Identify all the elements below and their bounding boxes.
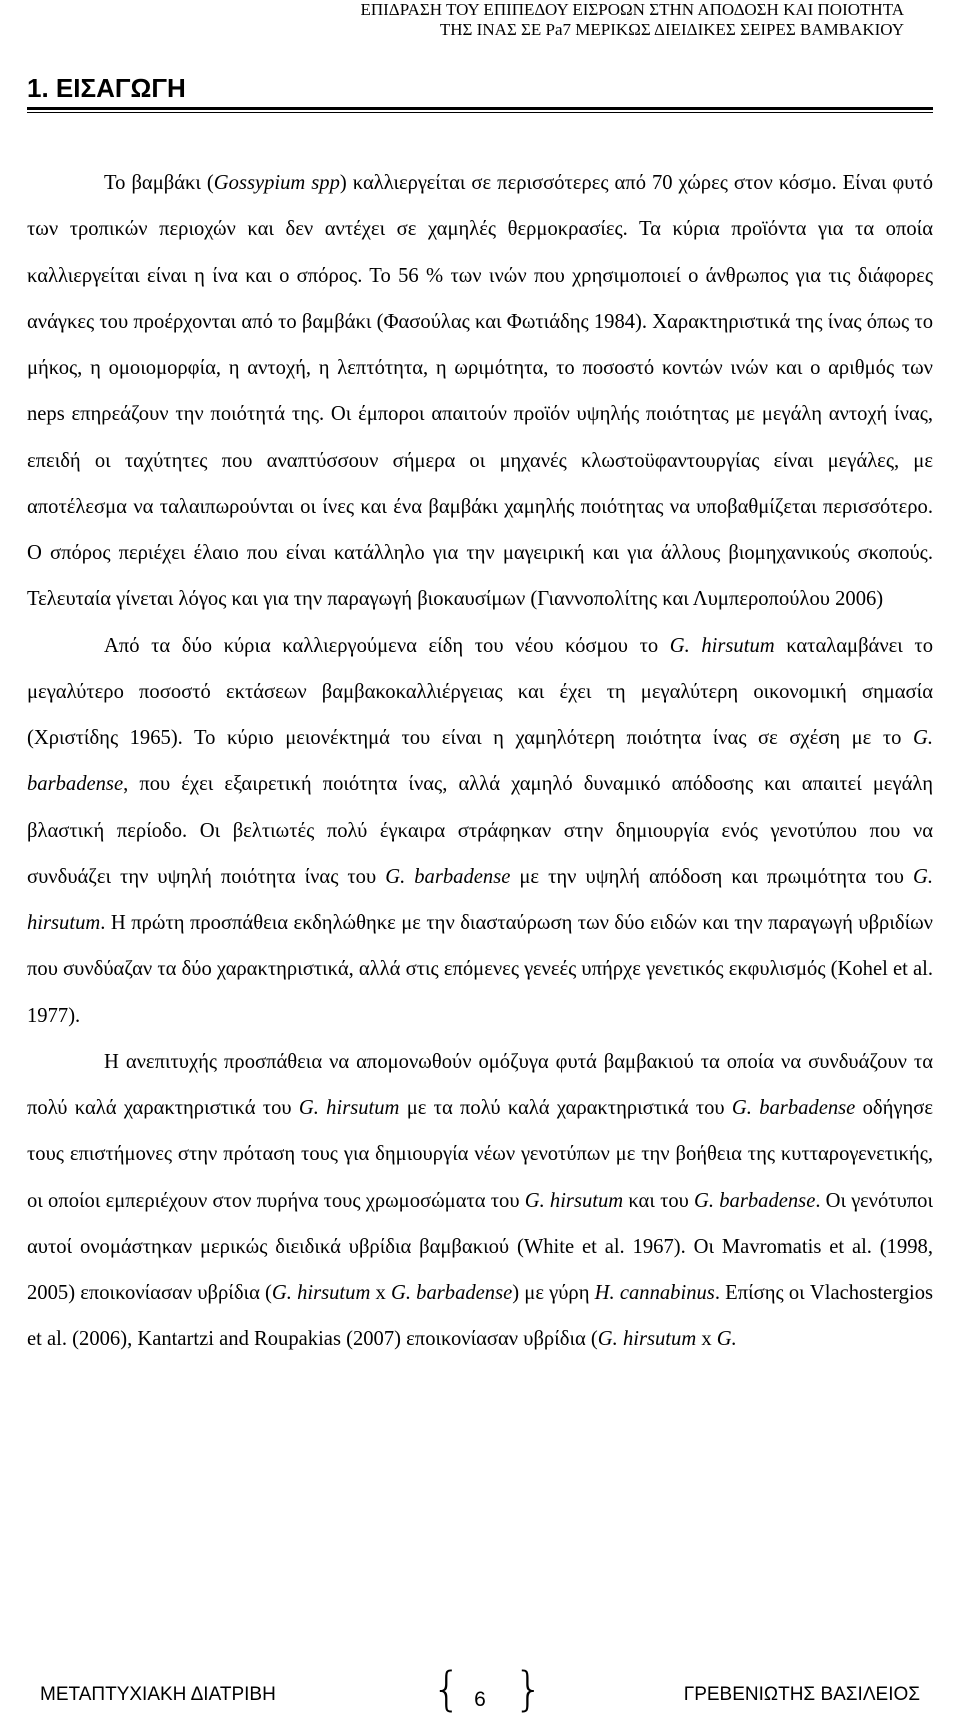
species-name: G. hirsutum xyxy=(271,1282,371,1304)
text-run: . Οι γενότυποι αυτοί ονομάστηκαν μερικώς διειδικά υβρίδια βαμβακιού (White et al. 1967). Οι Mavromatis et al. (1998, 2005) εποικονίασαν υβρίδια ( xyxy=(27,1189,933,1304)
left-brace-ornament: { xyxy=(432,1662,462,1716)
paragraph-3 xyxy=(27,1039,933,1363)
species-name: G. barbadense xyxy=(27,727,933,796)
footer-thesis-label: ΜΕΤΑΠΤΥΧΙΑΚΗ ΔΙΑΤΡΙΒΗ xyxy=(40,1684,276,1705)
text-run: Από τα δύο κύρια καλλιεργούμενα είδη του νέου κόσμου το xyxy=(104,634,670,657)
species-name: G. barbadense xyxy=(385,865,511,888)
species-name: G. hirsutum xyxy=(524,1189,624,1212)
species-name: G. barbadense xyxy=(694,1189,816,1212)
text-run: με τα πολύ καλά χαρακτηριστικά του xyxy=(399,1097,732,1119)
text-run: με την υψηλή απόδοση και πρωιμότητα του xyxy=(510,865,913,888)
text-run: , που έχει εξαιρετική ποιότητα ίνας, αλλά χαμηλό δυναμικό απόδοσης και απαιτεί μεγάλη βλαστική περίοδο. Οι βελτιωτές πολύ έγκαιρα στράφηκαν στην δημιουργία ενός γενοτύπου που να συνδυάζει την υψηλή ποιότητα ίνας του xyxy=(27,773,933,888)
text-run: οδήγησε τους επιστήμονες στην πρόταση τους για δημιουργία νέων γενοτύπων με την βοήθεια της κυτταρογενετικής, οι οποίοι εμπεριέχουν στον πυρήνα τους χρωμοσώματα του xyxy=(27,1097,933,1212)
text-run: καταλαμβάνει το μεγαλύτερο ποσοστό εκτάσεων βαμβακοκαλλιέργειας και έχει τη μεγαλύτερη οικονομική σημασία (Χριστίδης 1965). Το κύριο μειονέκτημά του είναι η χαμηλότερη ποιότητα ίνας σε σχέση με το xyxy=(27,634,933,749)
body-text xyxy=(27,160,933,1363)
header-rule-thin xyxy=(27,112,933,113)
species-name: G. hirsutum xyxy=(27,865,933,934)
species-name: G. hirsutum xyxy=(597,1328,697,1351)
species-name: Gossypium spp xyxy=(213,172,340,194)
header-rule-thick xyxy=(27,107,933,110)
text-run: ) με γύρη xyxy=(512,1282,595,1304)
text-run: x xyxy=(696,1328,717,1351)
running-header-line-2: ΤΗΣ ΙΝΑΣ ΣΕ Pa7 ΜΕΡΙΚΩΣ ΔΙΕΙΔΙΚΕΣ ΣΕΙΡΕΣ ΒΑΜΒΑΚΙΟΥ xyxy=(439,20,904,39)
species-name: G. hirsutum xyxy=(669,634,775,657)
text-run: x xyxy=(370,1282,391,1304)
paragraph-1 xyxy=(27,160,933,623)
text-run: Η ανεπιτυχής προσπάθεια να απομονωθούν ομόζυγα φυτά βαμβακιού τα οποία να συνδυάζουν τα πολύ καλά χαρακτηριστικά του xyxy=(27,1050,933,1119)
species-name: H. cannabinus xyxy=(594,1282,715,1304)
running-header xyxy=(44,0,904,40)
page-footer xyxy=(0,1662,960,1716)
text-run: Το βαμβάκι ( xyxy=(104,172,214,194)
species-name: G. xyxy=(716,1328,737,1351)
text-run: . Επίσης οι Vlachostergios et al. (2006), Kantartzi and Roupakias (2007) εποικονίασαν υβρίδια ( xyxy=(27,1282,934,1351)
text-run: . Η πρώτη προσπάθεια εκδηλώθηκε με την διασταύρωση των δύο ειδών και την παραγωγή υβριδίων που συνδύαζαν τα δύο χαρακτηριστικά, αλλά στις επόμενες γενεές υπήρχε γενετικός εκφυλισμός (Kohel et al. 1977). xyxy=(27,912,934,1027)
paragraph-2 xyxy=(27,623,933,1039)
species-name: G. hirsutum xyxy=(298,1097,400,1119)
page-number: 6 xyxy=(474,1688,486,1711)
text-run: ) καλλιεργείται σε περισσότερες από 70 χώρες στον κόσμο. Είναι φυτό των τροπικών περιοχών και δεν αντέχει σε χαμηλές θερμοκρασίες. Τα κύρια προϊόντα για τα οποία καλλιεργείται είναι η ίνα και ο σπόρος. Το 56 % των ινών που χρησιμοποιεί ο άνθρωπος για τις διάφορες ανάγκες του προέρχονται από το βαμβάκι (Φασούλας και Φωτιάδης 1984). Χαρακτηριστικά της ίνας όπως το μήκος, η ομοιομορφία, η αντοχή, η λεπτότητα, η ωριμότητα, το ποσοστό κοντών ινών και ο αριθμός των neps επηρεάζουν την ποιότητά της. Οι έμποροι απαιτούν προϊόν υψηλής ποιότητας με μεγάλη αντοχή ίνας, επειδή οι ταχύτητες που αναπτύσσουν σήμερα οι μηχανές κλωστοϋφαντουργίας είναι μεγάλες, με αποτέλεσμα να ταλαιπωρούνται οι ίνες και ένα βαμβάκι χαμηλής ποιότητας να υποβαθμίζεται περισσότερο. Ο σπόρος περιέχει έλαιο που είναι κατάλληλο για την μαγειρική και για άλλους βιομηχανικούς σκοπούς. Τελευταία γίνεται λόγος και για την παραγωγή βιοκαυσίμων (Γιαννοπολίτης και Λυμπεροπούλου 2006) xyxy=(27,172,934,611)
species-name: G. barbadense xyxy=(390,1282,513,1304)
text-run: και του xyxy=(623,1189,695,1212)
species-name: G. barbadense xyxy=(731,1097,856,1119)
right-brace-ornament: } xyxy=(514,1662,544,1716)
section-title: 1. ΕΙΣΑΓΩΓΗ xyxy=(27,73,186,103)
running-header-line-1: ΕΠΙΔΡΑΣΗ ΤΟΥ ΕΠΙΠΕΔΟΥ ΕΙΣΡΟΩΝ ΣΤΗΝ ΑΠΟΔΟΣΗ ΚΑΙ ΠΟΙΟΤΗΤΑ xyxy=(360,0,904,19)
footer-author-name: ΓΡΕΒΕΝΙΩΤΗΣ ΒΑΣΙΛΕΙΟΣ xyxy=(683,1684,920,1705)
